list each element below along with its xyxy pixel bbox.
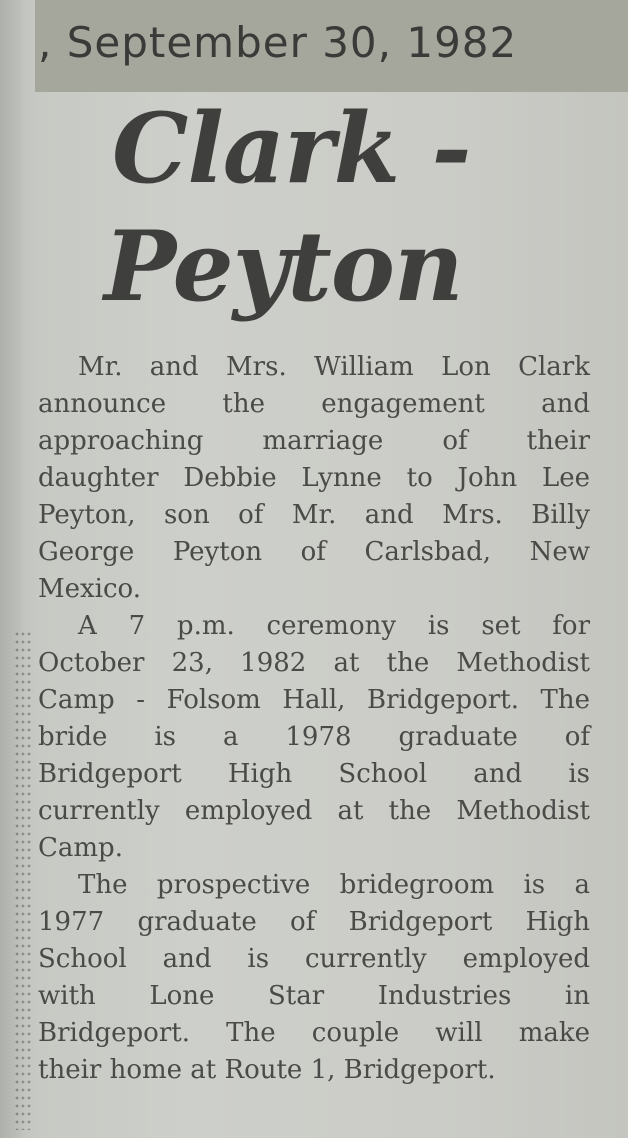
text-line: Camp - Folsom Hall, Bridgeport. The — [38, 685, 590, 715]
text-line: bride is a 1978 graduate of — [38, 722, 590, 752]
text-line: A 7 p.m. ceremony is set for — [78, 611, 590, 641]
text-line: their home at Route 1, Bridgeport. — [38, 1055, 496, 1085]
text-line: Bridgeport High School and is — [38, 759, 590, 789]
text-line: Mr. and Mrs. William Lon Clark — [78, 352, 590, 382]
headline-line-1: Clark - — [112, 92, 471, 205]
text-line: Mexico. — [38, 574, 142, 604]
text-line: 1977 graduate of Bridgeport High — [38, 907, 590, 937]
paragraph-announcement — [38, 349, 590, 608]
text-line: October 23, 1982 at the Methodist — [38, 648, 590, 678]
text-line: George Peyton of Carlsbad, New — [38, 537, 590, 567]
text-line: The prospective bridegroom is a — [78, 870, 590, 900]
headline — [104, 90, 604, 326]
text-line: daughter Debbie Lynne to John Lee — [38, 463, 590, 493]
paragraph-bridegroom — [38, 867, 590, 1089]
headline-line-2: Peyton — [104, 210, 463, 323]
text-line: School and is currently employed — [38, 944, 590, 974]
text-line: Camp. — [38, 833, 123, 863]
text-line: approaching marriage of their — [38, 426, 590, 456]
text-line: currently employed at the Methodist — [38, 796, 590, 826]
column-rule-dots — [14, 630, 32, 1130]
article-body — [38, 349, 590, 1089]
text-line: Peyton, son of Mr. and Mrs. Billy — [38, 500, 590, 530]
text-line: with Lone Star Industries in — [38, 981, 590, 1011]
text-line: announce the engagement and — [38, 389, 590, 419]
publication-date: , September 30, 1982 — [38, 18, 518, 67]
paragraph-ceremony — [38, 608, 590, 867]
text-line: Bridgeport. The couple will make — [38, 1018, 590, 1048]
